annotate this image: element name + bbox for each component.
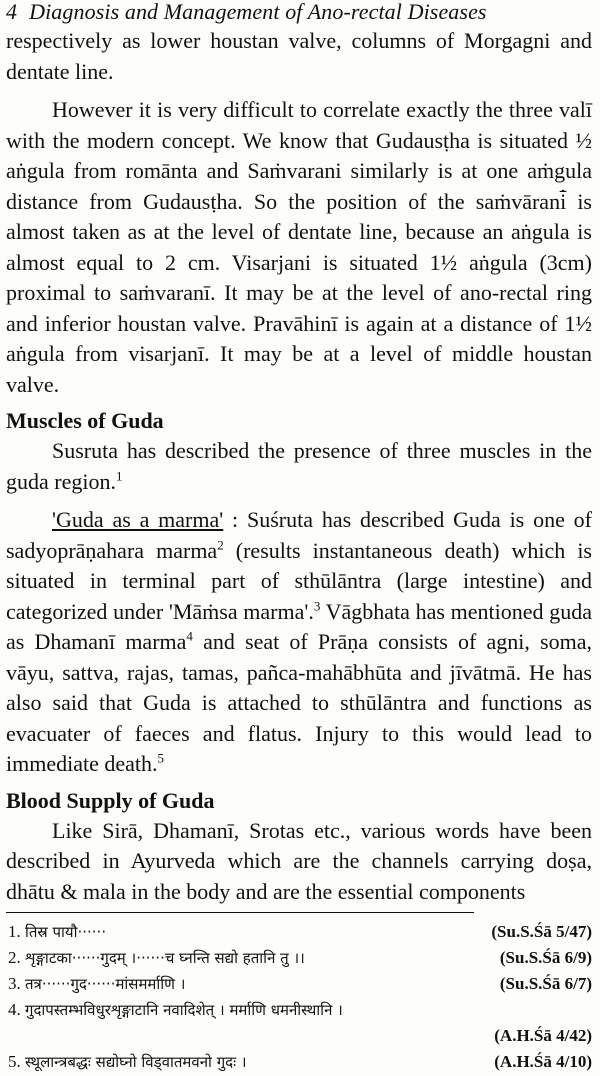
footnote-number: 5. [8, 1052, 21, 1071]
footnote-number: 1. [8, 922, 21, 941]
paragraph-muscles [6, 436, 592, 497]
footnote-ref-1: 1 [115, 468, 123, 484]
footnote-4-citation: (A.H.Śā 4/42) [494, 1026, 592, 1045]
running-title: Diagnosis and Management of Ano-rectal Diseases [29, 0, 487, 24]
footnote-sanskrit: तत्र······गुद······मांसमर्माणि । [25, 975, 186, 993]
footnote-citation: (Su.S.Śā 6/9) [499, 948, 592, 967]
footnote-citation: (Su.S.Śā 6/7) [499, 974, 592, 993]
guda-marma-text-c: Vāgbhata has mentioned guda as Dhamanī marma [6, 598, 592, 654]
footnote-ref-2: 2 [217, 537, 224, 553]
footnote-sanskrit: गुदापस्तम्भविधुरशृङ्गाटानि नवादिशेत् । मर्माणि धमनीस्थानि । [25, 1001, 343, 1019]
footnote-sanskrit: तिस्र पायौ······ [25, 923, 107, 941]
footnote-number: 4. [8, 1000, 21, 1019]
footnote-ref-4: 4 [186, 628, 193, 644]
paragraph-muscles-text: Susruta has described the presence of three muscles in the guda region. [6, 438, 592, 494]
footnote-ref-3: 3 [313, 598, 321, 614]
paragraph-vali-correlation: However it is very difficult to correlate exactly the three valī with the modern concept. We know that Gudausṭha is situated ½ aṅgula from romānta and Saṁvarani similarly is at one aṁgula distance from Gudausṭha. So the position of the saṁvārani̇̄ is almost taken as at the level of dentate line, because an aṅgula is almost equal to 2 cm. Visarjani is situated 1½ aṅgula (3cm) proximal to saṁvaranī. It may be at the level of ano-rectal ring and inferior houstan valve. Pravāhinī is again at a distance of 1½ aṅgula from visarjanī. It may be at a level of middle houstan valve. [6, 97, 592, 397]
paragraph-blood-supply: Like Sirā, Dhamanī, Srotas etc., various words have been described in Ayurveda which are the channels carrying doṣa, dhātu & mala in the body and are the essential components [6, 817, 592, 904]
running-header [6, 0, 592, 26]
heading-blood-supply: Blood Supply of Guda [6, 787, 215, 813]
paragraph-continued: respectively as lower houstan valve, columns of Morgagni and dentate line. [6, 28, 592, 84]
footnote-3 [6, 971, 592, 997]
footnote-1-body [6, 919, 491, 945]
guda-marma-text-d: and seat of Prāṇa consists of agni, soma, vāyu, sattva, rajas, tamas, pañca-mahābhūta and jīvātmā. He has also said that Guda is attached to sthūlāntra and functions as evacuater of faeces and flatus. Injury to this would lead to immediate death. [6, 629, 592, 776]
body-text [6, 26, 592, 907]
footnote-sanskrit: शृङ्गाटका······गुदम् ।······च घ्नन्ति सद्यो हतानि तु ।। [25, 949, 305, 967]
footnote-number: 3. [8, 974, 21, 993]
footnote-sanskrit: स्थूलान्त्रबद्धः सद्योघ्नो विड्वातमवनो गुदः । [25, 1053, 247, 1071]
footnote-4 [6, 997, 592, 1023]
guda-marma-text-a: : Suśruta has described Guda is one of sadyoprāṇahara marma [6, 507, 592, 563]
guda-marma-title: 'Guda as a marma' [52, 507, 224, 532]
guda-marma-text-b: (results instantaneous death) which is situated in terminal part of sthūlāntra (large intestine) and categorized under 'Māṁsa marma'. [6, 537, 592, 624]
footnote-number: 2. [8, 948, 21, 967]
footnote-1 [6, 919, 592, 945]
footnotes [6, 919, 592, 1075]
footnote-citation: (A.H.Śā 4/10) [494, 1052, 592, 1071]
footnote-4-body [6, 997, 592, 1023]
footnote-5 [6, 1049, 592, 1075]
paragraph-guda-marma [6, 505, 592, 780]
page-number: 4 [6, 0, 18, 24]
heading-muscles-of-guda: Muscles of Guda [6, 408, 164, 433]
footnote-divider [6, 912, 474, 913]
footnote-2 [6, 945, 592, 971]
footnote-3-body [6, 971, 500, 997]
footnote-ref-5: 5 [157, 750, 164, 766]
footnote-citation: (Su.S.Śā 5/47) [491, 922, 592, 941]
footnote-5-body [6, 1049, 494, 1075]
footnote-2-body [6, 945, 500, 971]
